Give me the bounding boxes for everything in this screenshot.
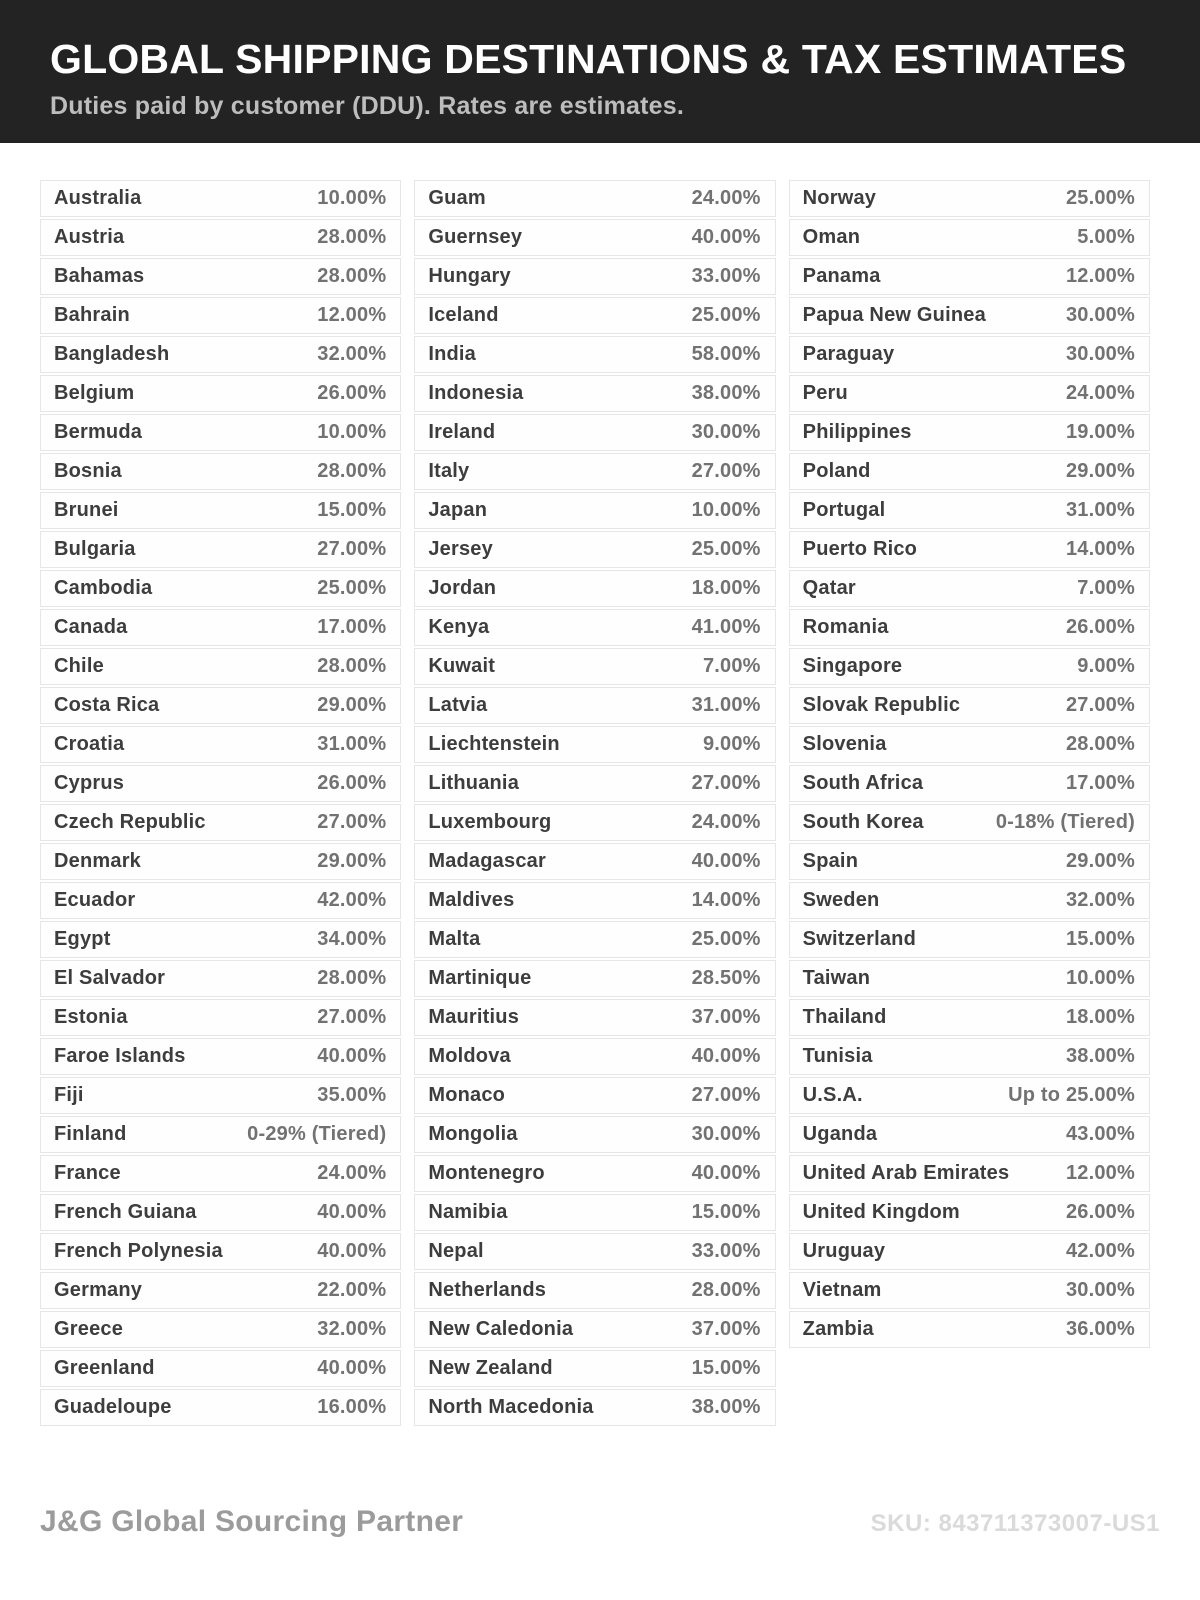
country-name: Fiji: [54, 1084, 84, 1106]
page-title: GLOBAL SHIPPING DESTINATIONS & TAX ESTIMATES: [50, 36, 1127, 82]
table-row: [789, 1038, 1150, 1075]
tax-rate-value: 40.00%: [691, 1045, 761, 1067]
page-subtitle: Duties paid by customer (DDU). Rates are estimates.: [50, 92, 685, 120]
table-row: [414, 531, 775, 568]
country-name: Papua New Guinea: [802, 304, 986, 326]
table-row: [789, 375, 1150, 412]
tax-rate-value: 25.00%: [691, 304, 761, 326]
table-row: [40, 1350, 401, 1387]
country-name: Hungary: [428, 265, 511, 287]
tax-rate-value: 27.00%: [1065, 694, 1135, 716]
tax-rate-value: 5.00%: [1077, 226, 1135, 248]
table-row: [40, 453, 401, 490]
tax-rate-value: 27.00%: [691, 1084, 761, 1106]
tax-rate-value: 28.00%: [317, 265, 387, 287]
country-name: Bulgaria: [54, 538, 136, 560]
table-row: [789, 531, 1150, 568]
tax-rate-value: 16.00%: [317, 1396, 387, 1418]
table-row: [40, 687, 401, 724]
table-row: [414, 843, 775, 880]
country-name: Liechtenstein: [428, 733, 560, 755]
table-row: [789, 219, 1150, 256]
table-row: [414, 414, 775, 451]
table-row: [40, 1389, 401, 1426]
table-row: [414, 336, 775, 373]
tax-rate-value: 34.00%: [317, 928, 387, 950]
country-name: Czech Republic: [54, 811, 206, 833]
country-name: Lithuania: [428, 772, 520, 794]
tax-rate-value: 17.00%: [1065, 772, 1135, 794]
country-name: Jersey: [428, 538, 493, 560]
tax-rate-value: 37.00%: [691, 1318, 761, 1340]
tax-rate-value: 12.00%: [317, 304, 387, 326]
table-row: [414, 1389, 775, 1426]
country-name: Denmark: [54, 850, 141, 872]
table-row: [789, 960, 1150, 997]
tax-rate-value: 26.00%: [317, 382, 387, 404]
table-row: [789, 765, 1150, 802]
table-row: [789, 921, 1150, 958]
country-name: Philippines: [802, 421, 912, 443]
country-name: New Caledonia: [428, 1318, 574, 1340]
table-row: [789, 1272, 1150, 1309]
table-row: [40, 375, 401, 412]
country-name: Romania: [802, 616, 889, 638]
table-row: [789, 843, 1150, 880]
country-name: Latvia: [428, 694, 488, 716]
tax-rate-value: 42.00%: [317, 889, 387, 911]
tax-rate-value: 28.00%: [317, 967, 387, 989]
table-row: [789, 804, 1150, 841]
tax-rate-value: 29.00%: [1065, 850, 1135, 872]
tax-rate-value: 32.00%: [317, 343, 387, 365]
country-name: Monaco: [428, 1084, 506, 1106]
tax-rate-value: 0-18% (Tiered): [995, 811, 1135, 833]
country-name: Portugal: [802, 499, 886, 521]
tax-rate-value: 10.00%: [317, 421, 387, 443]
tax-rate-value: 22.00%: [317, 1279, 387, 1301]
table-row: [414, 648, 775, 685]
tax-rate-value: 38.00%: [1065, 1045, 1135, 1067]
country-name: Madagascar: [428, 850, 546, 872]
tax-rate-value: 26.00%: [317, 772, 387, 794]
table-column-2: [414, 180, 775, 1428]
tax-rate-value: 40.00%: [317, 1045, 387, 1067]
tax-rate-value: 24.00%: [691, 187, 761, 209]
tax-rate-value: 10.00%: [317, 187, 387, 209]
table-row: [789, 999, 1150, 1036]
tax-rate-value: 27.00%: [317, 538, 387, 560]
table-row: [40, 843, 401, 880]
table-row: [414, 921, 775, 958]
table-row: [414, 609, 775, 646]
table-row: [789, 258, 1150, 295]
country-name: El Salvador: [54, 967, 166, 989]
tax-rate-value: 32.00%: [1065, 889, 1135, 911]
table-row: [414, 804, 775, 841]
table-row: [414, 687, 775, 724]
country-name: Qatar: [802, 577, 856, 599]
table-row: [414, 1038, 775, 1075]
table-row: [40, 1077, 401, 1114]
table-row: [40, 726, 401, 763]
table-row: [414, 765, 775, 802]
table-row: [40, 1116, 401, 1153]
tax-rate-value: 28.00%: [317, 460, 387, 482]
table-row: [40, 258, 401, 295]
country-name: Jordan: [428, 577, 497, 599]
country-name: Uruguay: [802, 1240, 886, 1262]
table-row: [789, 726, 1150, 763]
table-row: [414, 1116, 775, 1153]
tax-rate-value: 9.00%: [1077, 655, 1135, 677]
table-row: [414, 882, 775, 919]
tax-rate-value: 29.00%: [317, 694, 387, 716]
table-row: [40, 804, 401, 841]
tax-rate-value: 36.00%: [1065, 1318, 1135, 1340]
table-row: [40, 1233, 401, 1270]
table-row: [789, 180, 1150, 217]
table-row: [40, 1311, 401, 1348]
table-row: [789, 687, 1150, 724]
table-row: [414, 219, 775, 256]
country-name: Greece: [54, 1318, 124, 1340]
tax-rate-value: 24.00%: [1065, 382, 1135, 404]
tax-rate-value: 24.00%: [317, 1162, 387, 1184]
table-row: [789, 492, 1150, 529]
country-name: Paraguay: [802, 343, 895, 365]
table-row: [789, 882, 1150, 919]
country-name: India: [428, 343, 476, 365]
table-row: [414, 1350, 775, 1387]
country-name: French Polynesia: [54, 1240, 223, 1262]
table-row: [40, 336, 401, 373]
country-name: Maldives: [428, 889, 515, 911]
tax-rate-value: 37.00%: [691, 1006, 761, 1028]
tax-rate-value: 40.00%: [317, 1240, 387, 1262]
table-row: [414, 1233, 775, 1270]
country-name: Italy: [428, 460, 470, 482]
table-row: [789, 1077, 1150, 1114]
tax-rate-value: 30.00%: [691, 1123, 761, 1145]
tax-rate-value: 25.00%: [691, 928, 761, 950]
tax-rate-value: 38.00%: [691, 1396, 761, 1418]
tax-rate-value: 0-29% (Tiered): [247, 1123, 387, 1145]
table-row: [40, 648, 401, 685]
page-header: [0, 0, 1200, 143]
tax-rate-value: 43.00%: [1065, 1123, 1135, 1145]
country-name: Mauritius: [428, 1006, 520, 1028]
country-name: Poland: [802, 460, 871, 482]
tax-rate-value: 14.00%: [1065, 538, 1135, 560]
table-row: [789, 414, 1150, 451]
country-name: Ireland: [428, 421, 496, 443]
country-name: Puerto Rico: [802, 538, 918, 560]
tax-rate-value: 27.00%: [691, 772, 761, 794]
table-row: [40, 219, 401, 256]
country-name: Iceland: [428, 304, 499, 326]
table-row: [40, 1155, 401, 1192]
country-name: Canada: [54, 616, 128, 638]
sku-label: SKU: 843711373007-US1: [870, 1510, 1160, 1537]
tax-rate-value: 40.00%: [691, 1162, 761, 1184]
country-name: Spain: [802, 850, 859, 872]
table-row: [40, 1194, 401, 1231]
country-name: Vietnam: [802, 1279, 882, 1301]
tax-rate-value: 40.00%: [691, 850, 761, 872]
tax-rate-value: 12.00%: [1065, 1162, 1135, 1184]
country-name: Estonia: [54, 1006, 128, 1028]
table-row: [789, 1311, 1150, 1348]
tax-rate-value: 41.00%: [691, 616, 761, 638]
country-name: Oman: [802, 226, 861, 248]
table-row: [40, 570, 401, 607]
country-name: Kenya: [428, 616, 490, 638]
tax-rate-value: 18.00%: [1065, 1006, 1135, 1028]
country-name: Greenland: [54, 1357, 155, 1379]
country-name: Guam: [428, 187, 486, 209]
tax-rate-value: 32.00%: [317, 1318, 387, 1340]
tax-rate-value: 40.00%: [691, 226, 761, 248]
country-name: North Macedonia: [428, 1396, 594, 1418]
tax-rate-value: 33.00%: [691, 265, 761, 287]
country-name: Thailand: [802, 1006, 887, 1028]
tax-rate-value: 31.00%: [1065, 499, 1135, 521]
tax-rate-value: 30.00%: [691, 421, 761, 443]
table-row: [414, 1194, 775, 1231]
tax-rate-value: 28.00%: [691, 1279, 761, 1301]
table-row: [40, 882, 401, 919]
table-row: [789, 609, 1150, 646]
tax-rate-value: 24.00%: [691, 811, 761, 833]
country-name: Egypt: [54, 928, 111, 950]
country-name: Singapore: [802, 655, 903, 677]
tax-rate-value: 29.00%: [1065, 460, 1135, 482]
country-name: Luxembourg: [428, 811, 552, 833]
tax-rate-value: 25.00%: [691, 538, 761, 560]
table-row: [789, 1116, 1150, 1153]
country-name: Croatia: [54, 733, 125, 755]
tax-rate-value: 18.00%: [691, 577, 761, 599]
brand-name: J&G Global Sourcing Partner: [40, 1505, 464, 1538]
table-column-1: [40, 180, 401, 1428]
country-name: South Africa: [802, 772, 924, 794]
table-row: [414, 375, 775, 412]
country-name: Indonesia: [428, 382, 524, 404]
table-row: [40, 765, 401, 802]
table-row: [789, 570, 1150, 607]
country-name: Uganda: [802, 1123, 878, 1145]
tax-rate-value: 25.00%: [1065, 187, 1135, 209]
tax-rate-value: 26.00%: [1065, 616, 1135, 638]
table-row: [789, 1194, 1150, 1231]
tax-rate-value: 12.00%: [1065, 265, 1135, 287]
country-name: Austria: [54, 226, 125, 248]
country-name: Guernsey: [428, 226, 523, 248]
tax-rate-value: 10.00%: [691, 499, 761, 521]
country-name: Mongolia: [428, 1123, 518, 1145]
country-name: Germany: [54, 1279, 143, 1301]
country-name: Japan: [428, 499, 488, 521]
country-name: South Korea: [802, 811, 924, 833]
country-name: Moldova: [428, 1045, 511, 1067]
tax-rate-value: 40.00%: [317, 1201, 387, 1223]
tax-rate-value: 15.00%: [691, 1201, 761, 1223]
country-name: French Guiana: [54, 1201, 197, 1223]
country-name: Norway: [802, 187, 877, 209]
table-row: [414, 297, 775, 334]
country-name: U.S.A.: [802, 1084, 863, 1106]
tax-rate-value: 30.00%: [1065, 1279, 1135, 1301]
table-row: [40, 492, 401, 529]
country-name: Zambia: [802, 1318, 874, 1340]
tax-rate-value: 33.00%: [691, 1240, 761, 1262]
country-name: Martinique: [428, 967, 532, 989]
tax-rate-value: Up to 25.00%: [1008, 1084, 1135, 1106]
tax-rate-value: 7.00%: [702, 655, 761, 677]
table-row: [40, 609, 401, 646]
tax-rate-value: 28.00%: [1065, 733, 1135, 755]
country-name: Bosnia: [54, 460, 122, 482]
tax-rate-value: 14.00%: [691, 889, 761, 911]
table-row: [414, 726, 775, 763]
tax-rate-value: 28.00%: [317, 655, 387, 677]
country-name: Peru: [802, 382, 848, 404]
country-name: Malta: [428, 928, 481, 950]
tax-rate-table: [40, 180, 1150, 1428]
country-name: Ecuador: [54, 889, 136, 911]
page-footer: [40, 1505, 1160, 1539]
country-name: Namibia: [428, 1201, 508, 1223]
table-row: [789, 648, 1150, 685]
country-name: Bahrain: [54, 304, 130, 326]
table-row: [789, 453, 1150, 490]
table-row: [40, 999, 401, 1036]
country-name: Belgium: [54, 382, 135, 404]
country-name: Switzerland: [802, 928, 916, 950]
country-name: Australia: [54, 187, 142, 209]
table-row: [40, 297, 401, 334]
country-name: Guadeloupe: [54, 1396, 172, 1418]
table-column-3: [789, 180, 1150, 1350]
tax-rate-value: 29.00%: [317, 850, 387, 872]
tax-rate-value: 40.00%: [317, 1357, 387, 1379]
table-row: [40, 921, 401, 958]
tax-rate-value: 7.00%: [1077, 577, 1135, 599]
country-name: Costa Rica: [54, 694, 160, 716]
country-name: Panama: [802, 265, 881, 287]
tax-rate-value: 30.00%: [1065, 343, 1135, 365]
tax-rate-value: 31.00%: [317, 733, 387, 755]
table-row: [789, 1233, 1150, 1270]
country-name: Nepal: [428, 1240, 484, 1262]
tax-rate-value: 58.00%: [691, 343, 761, 365]
table-row: [414, 1311, 775, 1348]
table-row: [789, 336, 1150, 373]
table-row: [414, 180, 775, 217]
tax-rate-value: 15.00%: [1065, 928, 1135, 950]
tax-rate-value: 9.00%: [702, 733, 761, 755]
country-name: Chile: [54, 655, 104, 677]
country-name: Cambodia: [54, 577, 153, 599]
table-row: [414, 1272, 775, 1309]
tax-rate-value: 26.00%: [1065, 1201, 1135, 1223]
tax-rate-value: 27.00%: [317, 1006, 387, 1028]
tax-rate-value: 35.00%: [317, 1084, 387, 1106]
tax-rate-value: 30.00%: [1065, 304, 1135, 326]
country-name: Taiwan: [802, 967, 871, 989]
table-row: [789, 297, 1150, 334]
table-row: [789, 1155, 1150, 1192]
table-row: [40, 180, 401, 217]
country-name: United Arab Emirates: [802, 1162, 1010, 1184]
country-name: Faroe Islands: [54, 1045, 186, 1067]
tax-rate-value: 31.00%: [691, 694, 761, 716]
table-row: [414, 453, 775, 490]
tax-rate-value: 28.00%: [317, 226, 387, 248]
country-name: Brunei: [54, 499, 119, 521]
tax-rate-value: 42.00%: [1065, 1240, 1135, 1262]
table-row: [40, 960, 401, 997]
tax-rate-value: 19.00%: [1065, 421, 1135, 443]
tax-rate-value: 10.00%: [1065, 967, 1135, 989]
table-row: [414, 999, 775, 1036]
country-name: United Kingdom: [802, 1201, 960, 1223]
tax-rate-value: 17.00%: [317, 616, 387, 638]
table-row: [40, 1272, 401, 1309]
country-name: Finland: [54, 1123, 127, 1145]
country-name: Bangladesh: [54, 343, 170, 365]
table-row: [414, 960, 775, 997]
table-row: [414, 1155, 775, 1192]
country-name: Kuwait: [428, 655, 496, 677]
country-name: Cyprus: [54, 772, 125, 794]
country-name: Slovenia: [802, 733, 887, 755]
tax-rate-value: 25.00%: [317, 577, 387, 599]
table-row: [414, 1077, 775, 1114]
country-name: Montenegro: [428, 1162, 545, 1184]
country-name: Bahamas: [54, 265, 145, 287]
table-row: [40, 531, 401, 568]
country-name: New Zealand: [428, 1357, 553, 1379]
tax-rate-value: 38.00%: [691, 382, 761, 404]
tax-rate-value: 28.50%: [691, 967, 761, 989]
country-name: Bermuda: [54, 421, 143, 443]
country-name: Tunisia: [802, 1045, 873, 1067]
tax-rate-value: 15.00%: [317, 499, 387, 521]
table-row: [40, 1038, 401, 1075]
country-name: Slovak Republic: [802, 694, 961, 716]
table-row: [40, 414, 401, 451]
tax-rate-value: 27.00%: [691, 460, 761, 482]
table-row: [414, 492, 775, 529]
table-row: [414, 258, 775, 295]
tax-rate-value: 27.00%: [317, 811, 387, 833]
country-name: France: [54, 1162, 121, 1184]
country-name: Netherlands: [428, 1279, 547, 1301]
table-row: [414, 570, 775, 607]
tax-rate-value: 15.00%: [691, 1357, 761, 1379]
country-name: Sweden: [802, 889, 880, 911]
